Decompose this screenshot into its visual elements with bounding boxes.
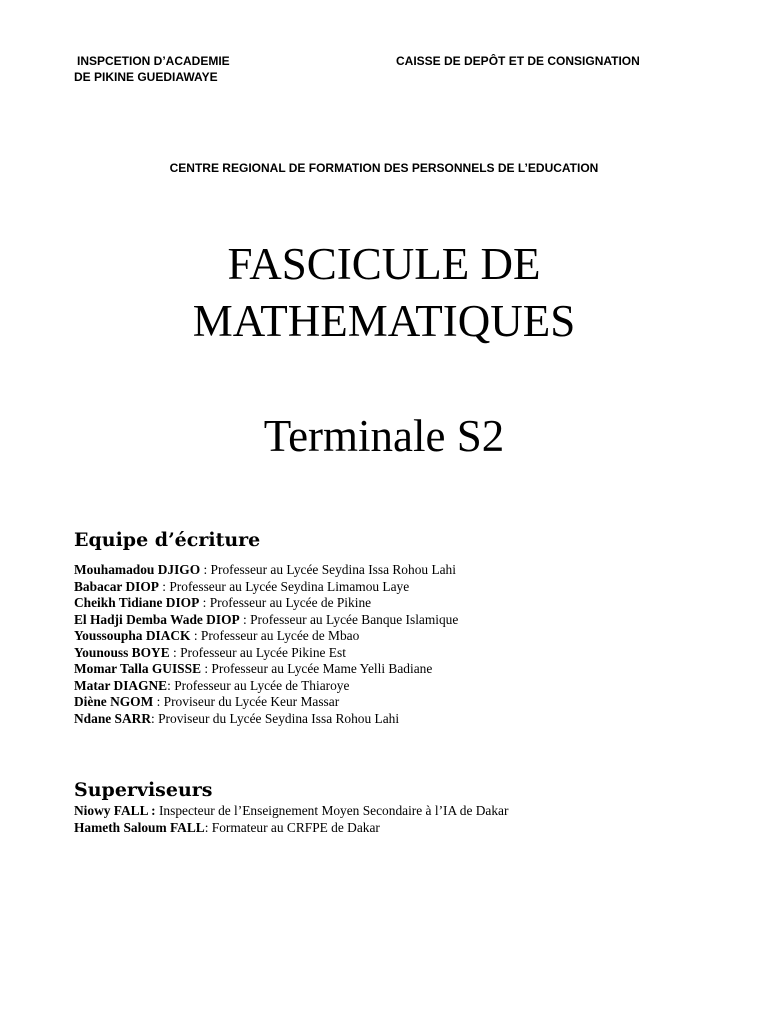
list-item bbox=[74, 678, 458, 695]
member-separator: : bbox=[190, 628, 201, 643]
list-item bbox=[74, 661, 458, 678]
header-right: CAISSE DE DEPÔT ET DE CONSIGNATION bbox=[396, 54, 640, 68]
list-item bbox=[74, 562, 458, 579]
member-separator: : bbox=[153, 694, 164, 709]
title-line2: MATHEMATIQUES bbox=[192, 296, 576, 346]
team-heading: Equipe d’écriture bbox=[74, 529, 261, 551]
list-item bbox=[74, 612, 458, 629]
member-separator: : bbox=[167, 677, 175, 693]
member-role: Inspecteur de l’Enseignement Moyen Secondaire à l’IA de Dakar bbox=[158, 803, 509, 818]
member-role: Formateur au CRFPE de Dakar bbox=[211, 819, 380, 835]
member-separator: : bbox=[199, 595, 210, 610]
list-item bbox=[74, 579, 458, 596]
member-name: Momar Talla GUISSE bbox=[74, 661, 201, 676]
header-left bbox=[74, 53, 230, 85]
supervisors-heading: Superviseurs bbox=[74, 779, 213, 801]
member-name: Matar DIAGNE bbox=[74, 677, 168, 693]
member-name: Youssoupha DIACK bbox=[74, 628, 191, 643]
member-role: Proviseur du Lycée Keur Massar bbox=[163, 694, 340, 709]
member-separator: : bbox=[239, 611, 251, 627]
member-name: Younouss BOYE bbox=[74, 644, 170, 660]
member-role: Professeur au Lycée de Mbao bbox=[200, 628, 360, 643]
member-role: Professeur au Lycée Mame Yelli Badiane bbox=[211, 661, 433, 676]
list-item bbox=[74, 820, 508, 837]
subtitle: Terminale S2 bbox=[263, 411, 505, 461]
member-name: Cheikh Tidiane DIOP bbox=[74, 595, 200, 610]
list-item bbox=[74, 645, 458, 662]
list-item bbox=[74, 628, 458, 645]
member-separator: : bbox=[169, 644, 181, 660]
member-role: Professeur au Lycée Seydina Limamou Laye bbox=[169, 578, 410, 594]
member-name: Mouhamadou DJIGO bbox=[74, 562, 201, 577]
member-name: Babacar DIOP bbox=[74, 578, 159, 594]
member-name: Hameth Saloum FALL bbox=[74, 819, 205, 835]
member-name: Ndane SARR bbox=[74, 710, 152, 726]
member-name: Niowy FALL : bbox=[74, 803, 156, 818]
member-role: Professeur au Lycée Banque Islamique bbox=[250, 611, 459, 627]
list-item bbox=[74, 595, 458, 612]
title-line1: FASCICULE DE bbox=[227, 239, 541, 289]
header-left-line2: DE PIKINE GUEDIAWAYE bbox=[74, 70, 218, 84]
member-role: Professeur au Lycée Seydina Issa Rohou Lahi bbox=[210, 562, 456, 577]
member-separator: : bbox=[201, 661, 212, 676]
member-role: Professeur au Lycée de Thiaroye bbox=[174, 677, 350, 693]
list-item bbox=[74, 803, 508, 820]
member-separator: : bbox=[200, 562, 211, 577]
centre-heading: CENTRE REGIONAL DE FORMATION DES PERSONNELS DE L’EDUCATION bbox=[169, 161, 599, 175]
member-role: Professeur au Lycée de Pikine bbox=[209, 595, 372, 610]
member-role: Proviseur du Lycée Seydina Issa Rohou Lahi bbox=[158, 710, 400, 726]
list-item bbox=[74, 694, 458, 711]
member-separator: : bbox=[158, 578, 170, 594]
member-separator: : bbox=[204, 819, 212, 835]
member-role: Professeur au Lycée Pikine Est bbox=[180, 644, 346, 660]
team-list bbox=[74, 562, 458, 727]
list-item bbox=[74, 711, 458, 728]
member-separator: : bbox=[151, 710, 159, 726]
member-name: Diène NGOM bbox=[74, 694, 154, 709]
member-name: El Hadji Demba Wade DIOP bbox=[74, 611, 240, 627]
header-left-line1: INSPCETION D’ACADEMIE bbox=[77, 54, 230, 68]
supervisors-list bbox=[74, 803, 508, 836]
